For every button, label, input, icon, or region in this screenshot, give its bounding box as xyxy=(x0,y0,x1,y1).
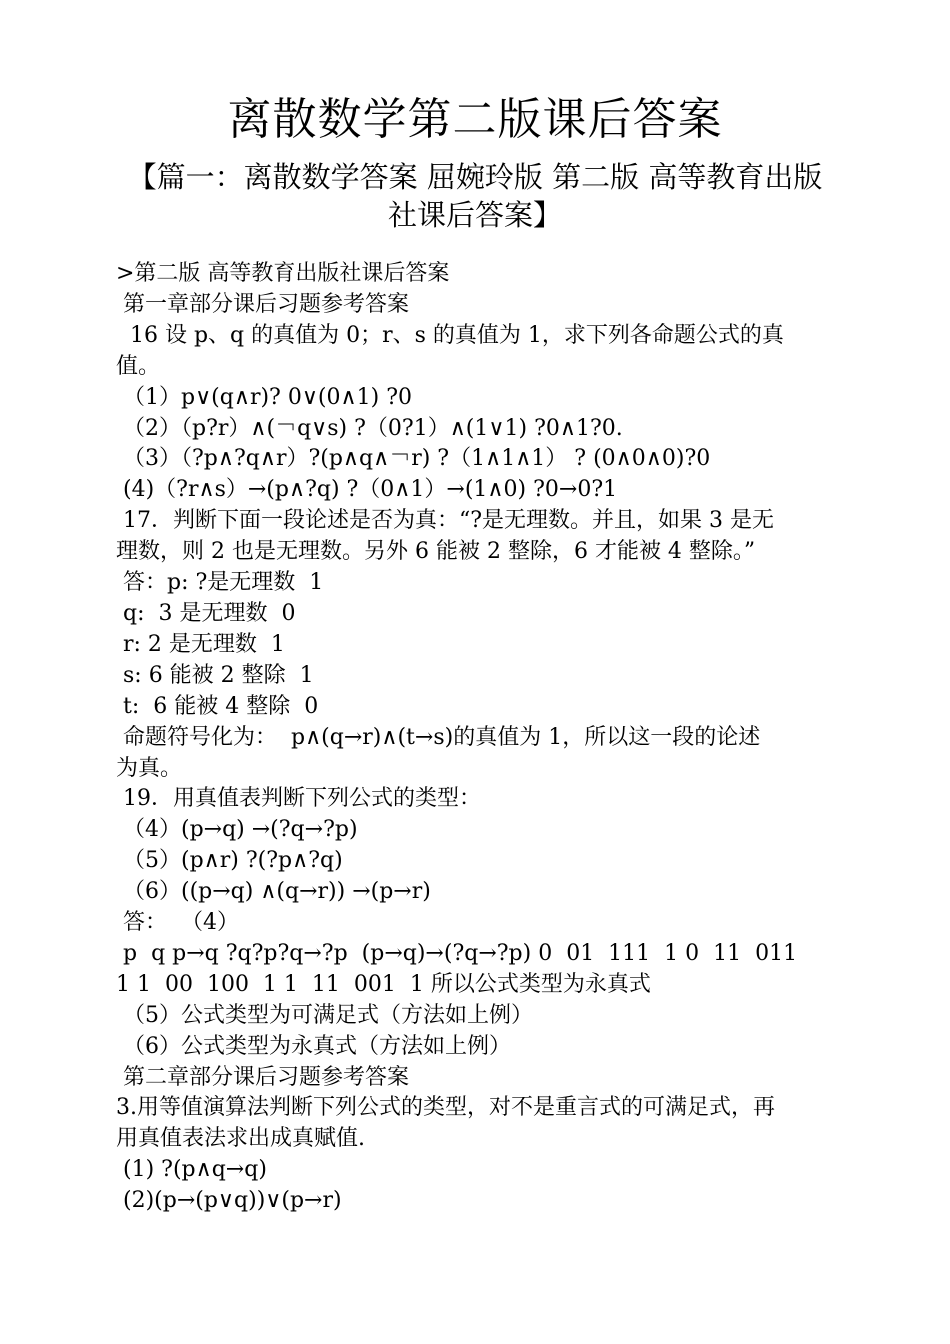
body-line: p q p→q ?q?p?q→?p (p→q)→(?q→?p) 0 01 111 1 0 11 011 xyxy=(116,940,798,966)
body-line: 命题符号化为： p∧(q→r)∧(t→s)的真值为 1，所以这一段的论述 xyxy=(116,724,761,750)
body-line: （6）((p→q) ∧(q→r)) →(p→r) xyxy=(116,879,431,905)
document-title: 离散数学第二版课后答案 xyxy=(227,94,723,145)
document-subtitle xyxy=(0,158,950,234)
body-line: 第一章部分课后习题参考答案 xyxy=(116,291,409,317)
body-line: 理数，则 2 也是无理数。另外 6 能被 2 整除，6 才能被 4 整除。” xyxy=(116,539,756,565)
body-line: 用真值表法求出成真赋值. xyxy=(116,1126,365,1152)
subtitle-line: 社课后答案】 xyxy=(387,198,562,232)
body-line: >第二版 高等教育出版社课后答案 xyxy=(116,261,450,286)
body-line: （5）(p∧r) ?(?p∧?q) xyxy=(116,848,343,874)
body-line: 为真。 xyxy=(116,755,183,781)
body-line: r: 2 是无理数 1 xyxy=(116,631,285,657)
body-line: （2）（p?r）∧(￢q∨s) ?（0?1）∧(1∨1) ?0∧1?0. xyxy=(116,415,623,441)
body-line: （3）（?p∧?q∧r）?(p∧q∧￢r) ?（1∧1∧1） ? (0∧0∧0)?0 xyxy=(116,446,711,472)
body-line: (2)(p→(p∨q))∨(p→r) xyxy=(116,1188,342,1214)
body-line: （1）p∨(q∧r)? 0∨(0∧1) ?0 xyxy=(116,384,412,410)
body-line: 答：p: ?是无理数 1 xyxy=(116,570,324,596)
body-line: t: 6 能被 4 整除 0 xyxy=(116,693,319,719)
body-line: s: 6 能被 2 整除 1 xyxy=(116,662,314,688)
body-line: 16 设 p、q 的真值为 0；r、s 的真值为 1，求下列各命题公式的真 xyxy=(116,322,784,348)
body-line: （4）(p→q) →(?q→?p) xyxy=(116,817,358,843)
document-body xyxy=(116,259,836,1217)
body-line: (1) ?(p∧q→q) xyxy=(116,1157,267,1183)
subtitle-line: 【篇一：离散数学答案 屈婉玲版 第二版 高等教育出版 xyxy=(127,160,823,194)
body-line: 17．判断下面一段论述是否为真：“?是无理数。并且，如果 3 是无 xyxy=(116,508,775,534)
body-line: (4)（?r∧s）→(p∧?q) ?（0∧1）→(1∧0) ?0→0?1 xyxy=(116,477,618,503)
body-line: 第二章部分课后习题参考答案 xyxy=(116,1064,409,1090)
body-line: 值。 xyxy=(116,353,161,379)
body-line: 答： （4） xyxy=(116,910,239,936)
body-line: 19．用真值表判断下列公式的类型： xyxy=(116,786,481,812)
body-line: （6）公式类型为永真式（方法如上例） xyxy=(116,1033,511,1059)
body-line: q: 3 是无理数 0 xyxy=(116,600,296,626)
body-line: 1 1 00 100 1 1 11 001 1 所以公式类型为永真式 xyxy=(116,971,651,997)
body-line: 3.用等值演算法判断下列公式的类型，对不是重言式的可满足式，再 xyxy=(116,1095,775,1121)
body-line: （5）公式类型为可满足式（方法如上例） xyxy=(116,1002,533,1028)
